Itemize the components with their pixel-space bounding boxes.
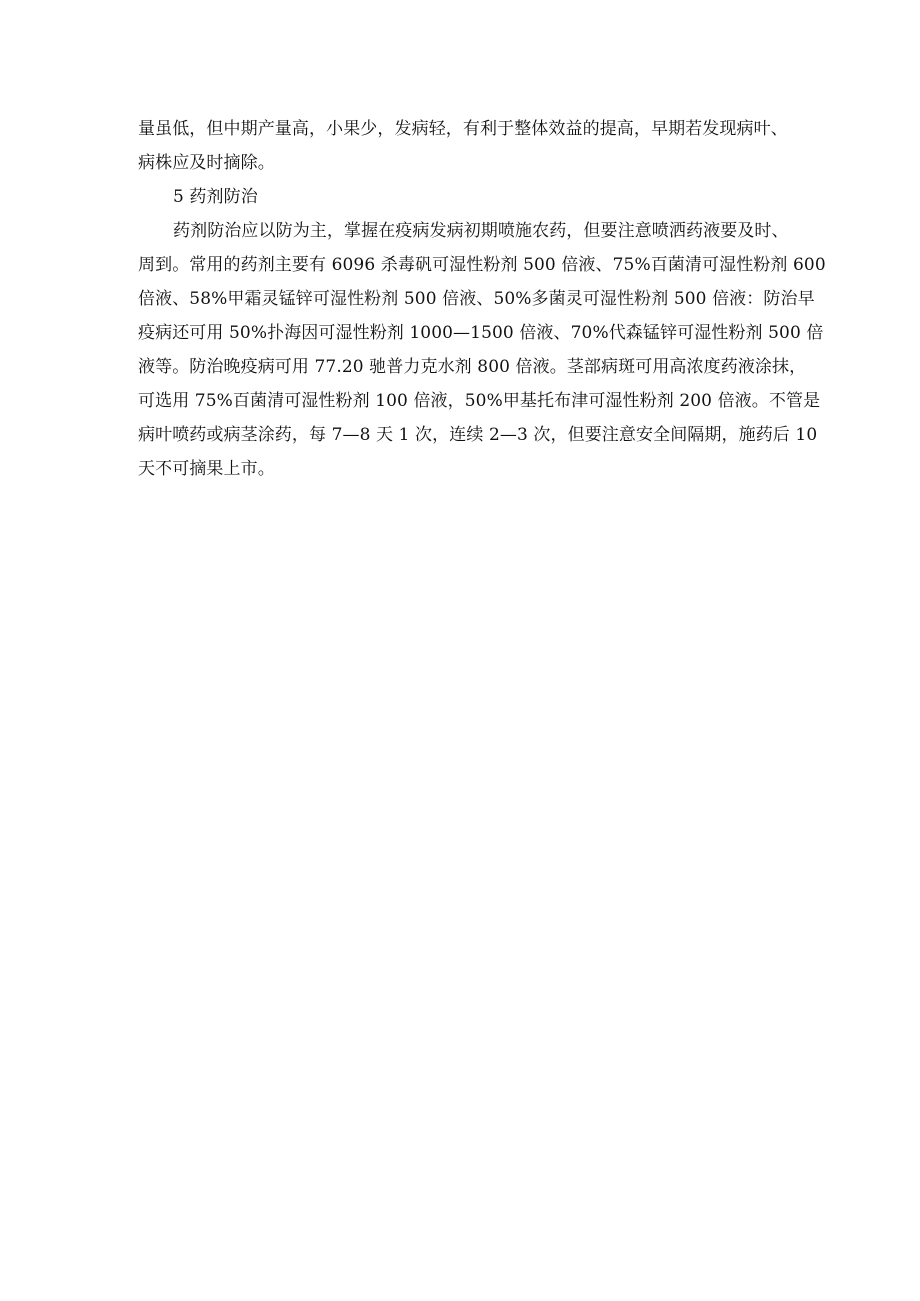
paragraph-line: 天不可摘果上市。	[138, 459, 275, 479]
paragraph-line: 可选用 75%百菌清可湿性粉剂 100 倍液，50%甲基托布津可湿性粉剂 200 倍液。不管是	[138, 391, 821, 411]
paragraph-line: 量虽低，但中期产量高，小果少，发病轻，有利于整体效益的提高，早期若发现病叶、	[138, 119, 788, 139]
document-body	[138, 112, 826, 486]
paragraph-line: 疫病还可用 50%扑海因可湿性粉剂 1000—1500 倍液、70%代森锰锌可湿性粉剂 500 倍	[138, 323, 824, 343]
section-heading: 5 药剂防治	[173, 187, 258, 207]
paragraph-line: 液等。防治晚疫病可用 77.20 驰普力克水剂 800 倍液。茎部病斑可用高浓度药液涂抹，	[138, 357, 807, 377]
paragraph-line: 病叶喷药或病茎涂药，每 7—8 天 1 次，连续 2—3 次，但要注意安全间隔期，施药后 10	[138, 425, 818, 445]
paragraph-line: 周到。常用的药剂主要有 6096 杀毒矾可湿性粉剂 500 倍液、75%百菌清可湿性粉剂 600	[138, 255, 826, 275]
paragraph-line: 倍液、58%甲霜灵锰锌可湿性粉剂 500 倍液、50%多菌灵可湿性粉剂 500 倍液：防治早	[138, 289, 815, 309]
paragraph-line: 药剂防治应以防为主，掌握在疫病发病初期喷施农药，但要注意喷洒药液要及时、	[173, 221, 789, 241]
paragraph-line: 病株应及时摘除。	[138, 153, 275, 173]
